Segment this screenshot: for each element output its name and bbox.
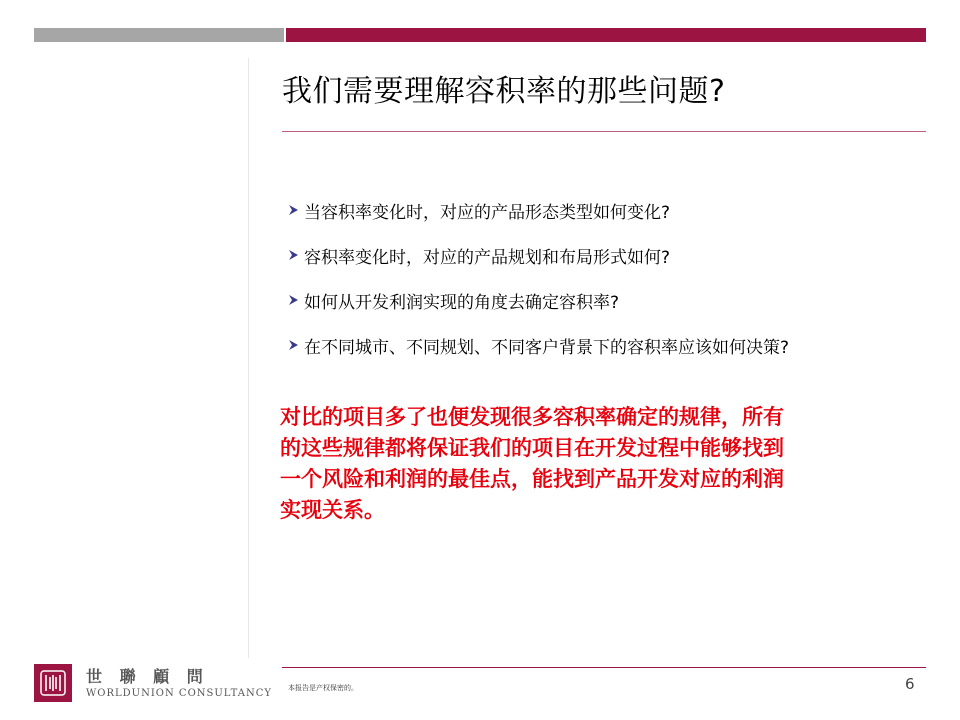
title-underline xyxy=(282,131,926,132)
bullet-arrow-icon xyxy=(286,247,302,263)
brand-name-cn: 世 聯 顧 問 xyxy=(86,667,209,686)
question-text: 容积率变化时，对应的产品规划和布局形式如何? xyxy=(304,247,671,268)
bullet-arrow-icon xyxy=(286,202,302,218)
question-item xyxy=(286,290,789,313)
footer-divider xyxy=(282,667,926,668)
question-text: 如何从开发利润实现的角度去确定容积率? xyxy=(304,292,620,313)
question-text: 当容积率变化时，对应的产品形态类型如何变化? xyxy=(304,202,671,223)
header-gray-bar xyxy=(34,28,284,42)
confidential-note: 本报告是产权保密的。 xyxy=(288,684,358,692)
bullet-arrow-icon xyxy=(286,337,302,353)
highlight-line: 对比的项目多了也便发现很多容积率确定的规律，所有 xyxy=(280,405,784,429)
highlight-line: 一个风险和利润的最佳点，能找到产品开发对应的利润 xyxy=(280,467,784,491)
highlight-line: 实现关系。 xyxy=(280,498,385,522)
question-item xyxy=(286,245,789,268)
bullet-arrow-icon xyxy=(286,292,302,308)
highlight-line: 的这些规律都将保证我们的项目在开发过程中能够找到 xyxy=(280,436,784,460)
left-divider xyxy=(248,58,249,658)
question-item xyxy=(286,335,790,358)
page-number: 6 xyxy=(905,675,915,693)
header-accent-bar xyxy=(286,28,926,42)
slide-title: 我们需要理解容积率的那些问题? xyxy=(282,74,726,109)
highlight-statement xyxy=(280,402,930,526)
question-list xyxy=(286,200,789,380)
brand-name-en: WORLDUNION CONSULTANCY xyxy=(86,688,272,699)
worldunion-logo-icon xyxy=(34,664,72,702)
logo-seal-icon xyxy=(38,668,68,698)
question-item xyxy=(286,200,789,223)
question-text: 在不同城市、不同规划、不同客户背景下的容积率应该如何决策? xyxy=(304,337,790,358)
